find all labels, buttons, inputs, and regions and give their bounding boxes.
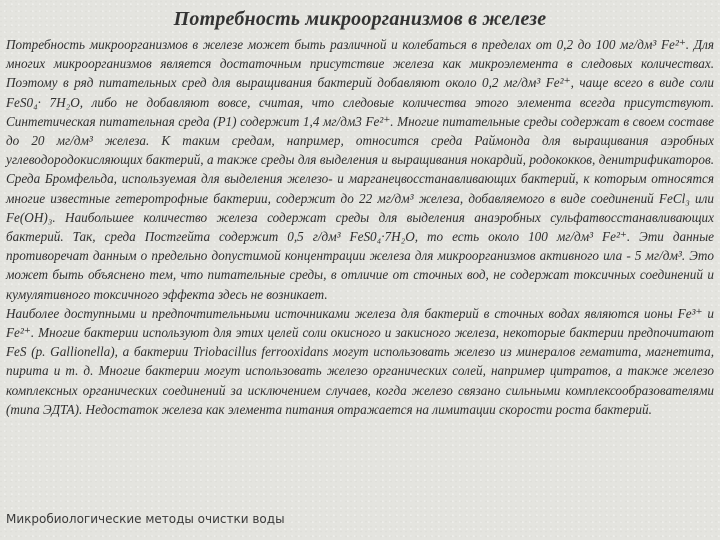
- slide-body: [6, 35, 714, 419]
- slide-footer: Микробиологические методы очистки воды: [6, 512, 289, 526]
- slide-title: Потребность микроорганизмов в железе: [173, 8, 547, 30]
- paragraph-1: Потребность микроорганизмов в железе может быть различной и колебаться в пределах от 0,2 до 100 мг/дм³ Fe²⁺. Для многих микроорганизмов является достаточным присутствие железа как микроэлемента в следовых количествах. Поэтому в ряд питательных сред для выращивания бактерий добавляют около 0,2 мг/дм³ Fe²⁺, чаще всего в виде соли FeS0₄· 7H₂O, либо не добавляют вовсе, считая, что следовые количества этого элемента всегда присутствуют. Синтетическая питательная среда (Р1) содержит 1,4 мг/дм3 Fe²⁺. Многие питательные среды содержат в своем составе до 20 мг/дм³ железа. К таким средам, например, относится среда Раймонда для выращивания аэробных углеводородокисляющих бактерий, а также среды для выделения и выращивания нокардий, родококков, денитрификаторов. Среда Бромфельда, используемая для выделения железо- и марганецвосстанавливающих бактерий, к которым относятся многие известные гетеротрофные бактерии, содержит до 22 мг/дм³ железа, добавляемого в виде соединений FeCl₃ или Fe(OH)₃. Наибольшее количество железа содержат среды для выделения анаэробных сульфатвосстанавливающих бактерий. Так, среда Постгейта содержит 0,5 г/дм³ FeS0₄·7H₂O, то есть около 100 мг/дм³ Fe²⁺. Эти данные противоречат данным о предельно допустимой концентрации железа для микроорганизмов активного ила - 5 мг/дм³. Это может быть объяснено тем, что питательные среды, в отличие от сточных вод, не содержат токсичных соединений и кумулятивного токсичного эффекта здесь не возникает.: [6, 37, 714, 302]
- paragraph-2: Наиболее доступными и предпочтительными источниками железа для бактерий в сточных водах являются ионы Fe³⁺ и Fe²⁺. Многие бактерии используют для этих целей соли окисного и закисного железа, некоторые бактерии предпочитают FeS (р. Gallionella), а бактерии Triobacillus ferrooxidans могут использовать железо из минералов гематита, магнетита, пирита и т. д. Многие бактерии могут использовать железо органических солей, например цитратов, а также железо комплексных органических соединений за исключением случаев, когда железо связано сильными комплексообразователями (типа ЭДТА). Недостаток железа как элемента питания отражается на лимитации скорости роста бактерий.: [6, 305, 714, 417]
